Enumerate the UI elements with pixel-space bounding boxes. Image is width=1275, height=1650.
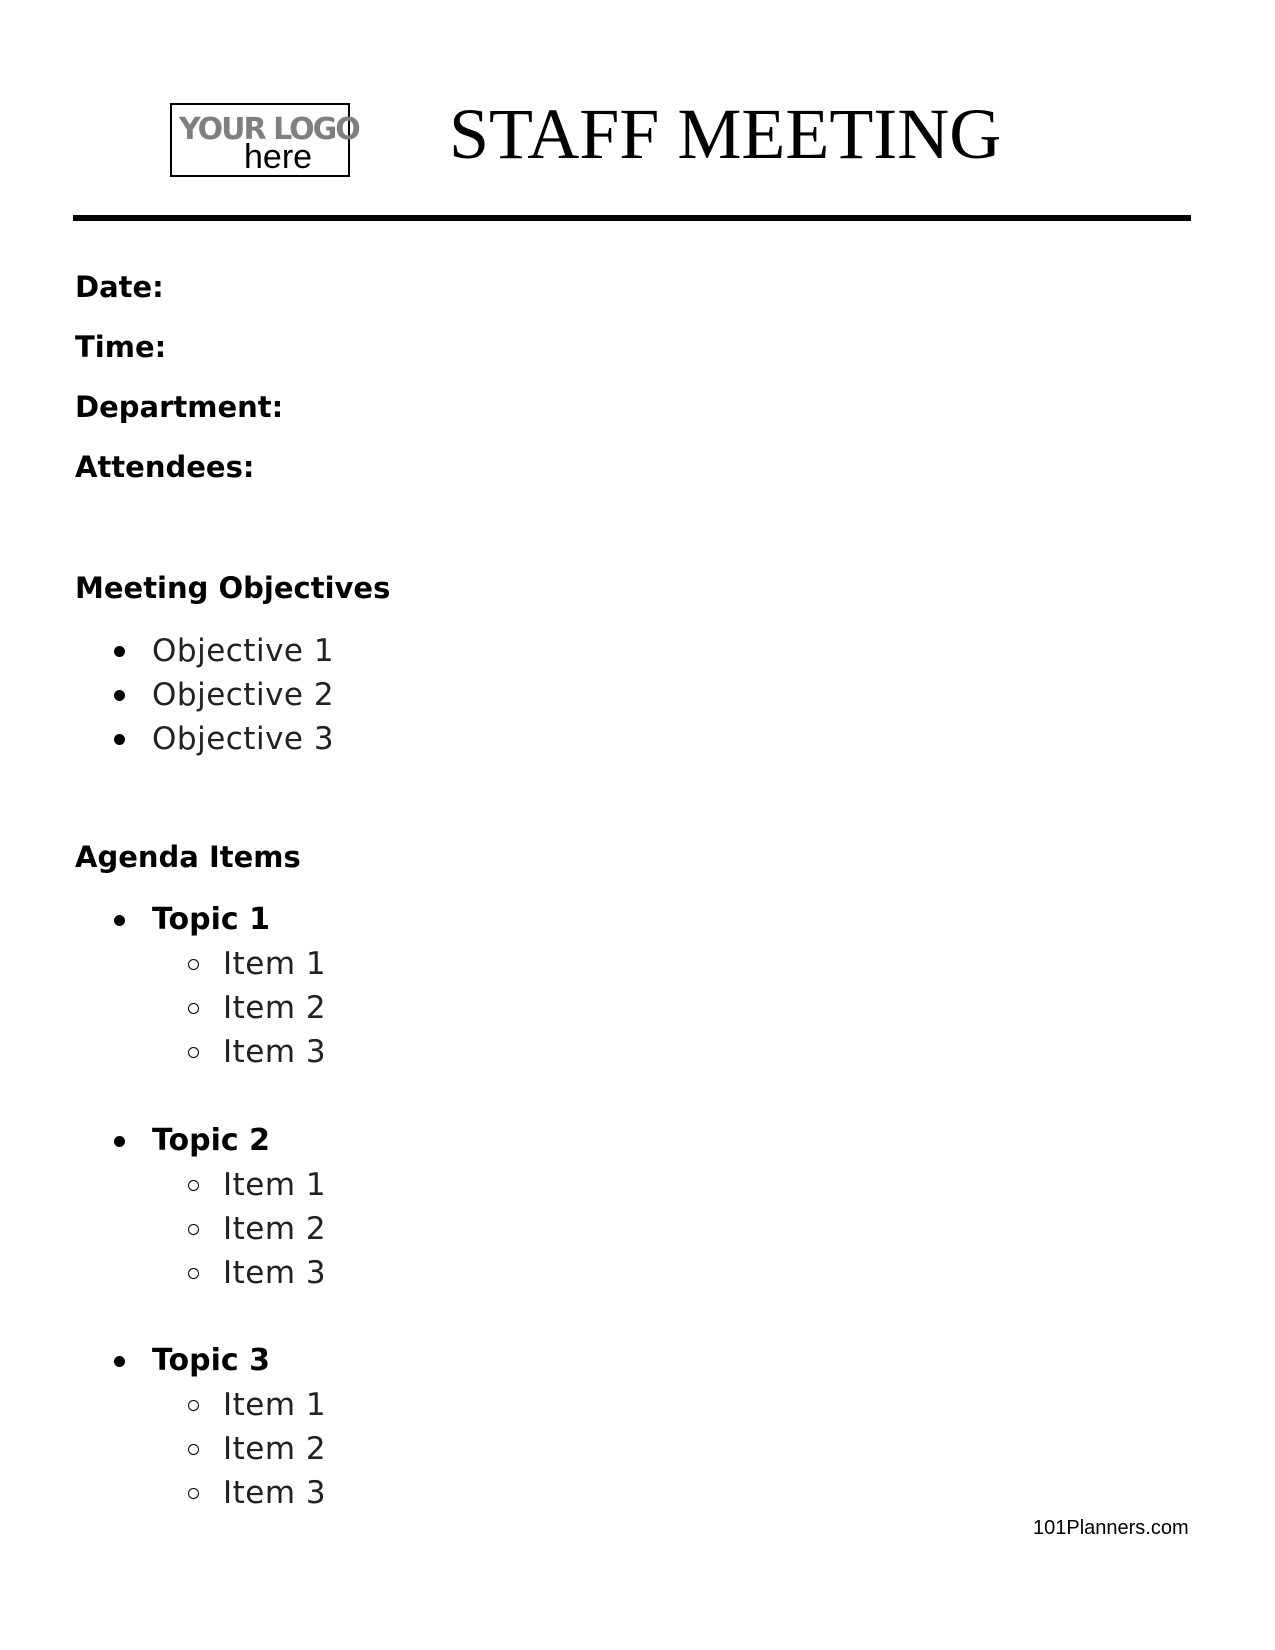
agenda-sub-item	[188, 1431, 326, 1467]
agenda-sub-item	[188, 1167, 326, 1203]
bullet-disc-icon	[114, 1356, 125, 1367]
header-divider	[73, 215, 1191, 221]
bullet-disc-icon	[114, 915, 125, 926]
bullet-circle-icon	[188, 1180, 199, 1191]
agenda-sub-item	[188, 990, 326, 1026]
bullet-circle-icon	[188, 1268, 199, 1279]
agenda-heading: Agenda Items	[75, 840, 301, 874]
bullet-circle-icon	[188, 959, 199, 970]
bullet-circle-icon	[188, 1488, 199, 1499]
sub-item-text: Item 1	[223, 1166, 327, 1203]
sub-item-text: Item 1	[223, 1386, 327, 1423]
sub-item-text: Item 1	[223, 945, 327, 982]
bullet-circle-icon	[188, 1047, 199, 1058]
bullet-circle-icon	[188, 1444, 199, 1455]
agenda-sub-item	[188, 946, 326, 982]
sub-item-text: Item 2	[223, 1210, 327, 1247]
logo-text-secondary: here	[244, 138, 313, 176]
logo-placeholder	[170, 103, 359, 177]
agenda-topic	[114, 902, 270, 938]
agenda-sub-item	[188, 1034, 326, 1070]
agenda-sub-item	[188, 1255, 326, 1291]
agenda-sub-item	[188, 1475, 326, 1511]
agenda-topic	[114, 1123, 270, 1159]
sub-item-text: Item 2	[223, 989, 327, 1026]
footer-credit: 101Planners.com	[1033, 1517, 1189, 1539]
bullet-circle-icon	[188, 1003, 199, 1014]
objective-text: Objective 3	[152, 720, 335, 757]
agenda-topic	[114, 1343, 270, 1379]
topic-name: Topic 1	[152, 902, 270, 937]
bullet-disc-icon	[114, 734, 125, 745]
topic-name: Topic 2	[152, 1123, 270, 1158]
bullet-circle-icon	[188, 1400, 199, 1411]
sub-item-text: Item 3	[223, 1474, 327, 1511]
objective-text: Objective 2	[152, 676, 335, 713]
agenda-sub-item	[188, 1211, 326, 1247]
sub-item-text: Item 3	[223, 1033, 327, 1070]
objectives-heading: Meeting Objectives	[75, 571, 391, 605]
bullet-disc-icon	[114, 690, 125, 701]
page-title: STAFF MEETING	[449, 94, 1002, 174]
agenda-sub-item	[188, 1387, 326, 1423]
objective-item	[114, 721, 334, 757]
field-date-label: Date:	[75, 270, 164, 304]
bullet-disc-icon	[114, 646, 125, 657]
sub-item-text: Item 2	[223, 1430, 327, 1467]
logo-text-primary: YOUR LOGO	[179, 112, 359, 147]
topic-name: Topic 3	[152, 1343, 270, 1378]
sub-item-text: Item 3	[223, 1254, 327, 1291]
bullet-disc-icon	[114, 1136, 125, 1147]
field-time-label: Time:	[75, 330, 167, 364]
bullet-circle-icon	[188, 1224, 199, 1235]
field-department-label: Department:	[75, 390, 284, 424]
objective-item	[114, 677, 334, 713]
field-attendees-label: Attendees:	[75, 450, 255, 484]
objective-text: Objective 1	[152, 632, 335, 669]
objective-item	[114, 633, 334, 669]
